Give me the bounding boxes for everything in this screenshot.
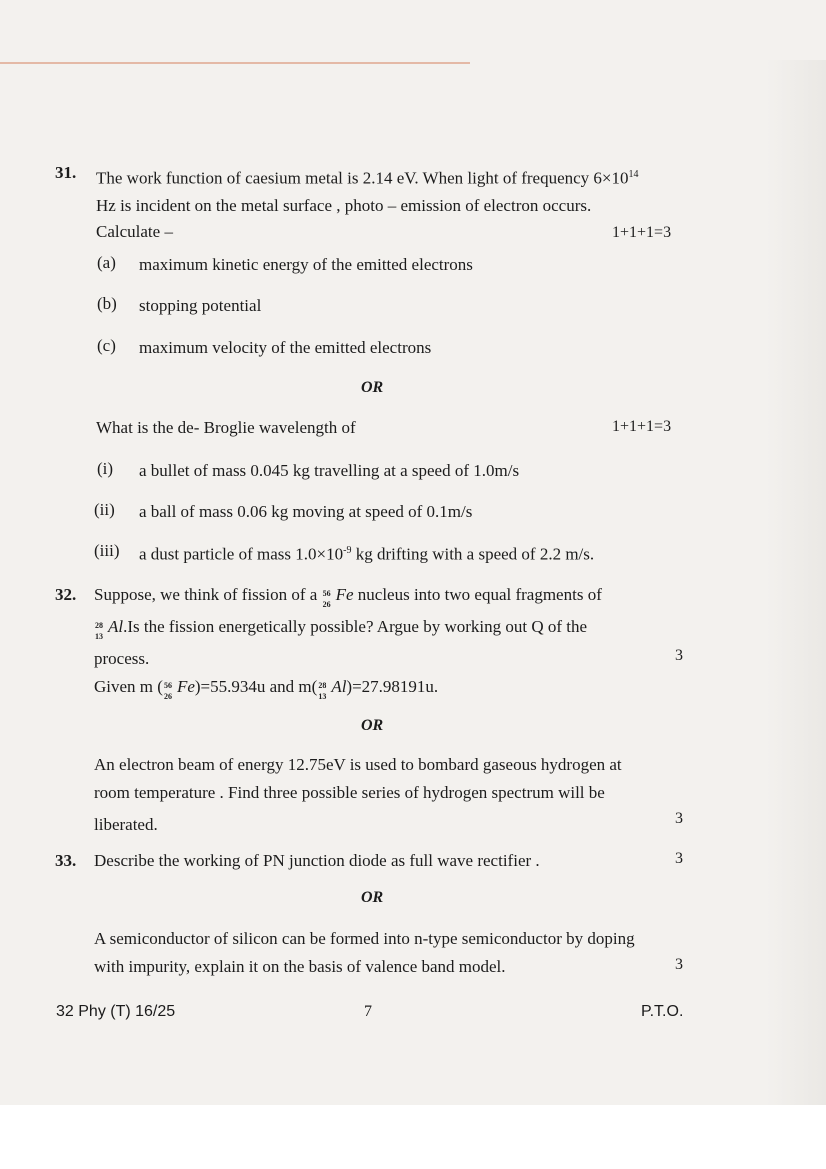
q33-marks: 3 (675, 850, 683, 867)
q31-part-c-label: (c) (97, 336, 116, 355)
al-symbol: Al (108, 617, 124, 636)
pto-marker: P.T.O. (641, 1003, 684, 1020)
q32-line2-post: .Is the fission energetically possible? Argue by working out Q of the (123, 617, 588, 636)
q32-marks: 3 (675, 647, 683, 664)
al-nuclide-notation (94, 618, 108, 642)
given-fe-symbol: Fe (176, 677, 195, 696)
q32-number: 32. (55, 585, 77, 604)
q32-line1 (94, 585, 602, 610)
q32-given-post: )=27.98191u. (346, 677, 439, 696)
page-bottom-margin (0, 1105, 826, 1169)
q31-part-a-text: maximum kinetic energy of the emitted electrons (139, 255, 473, 274)
q32-given-mid: )=55.934u and m( (194, 677, 318, 696)
q32-given (94, 677, 439, 702)
q32-given-pre: Given m ( (94, 677, 163, 696)
q31-marks: 1+1+1=3 (612, 224, 672, 241)
given-al-atomic-number: 13 (318, 692, 327, 702)
top-edge-line (0, 62, 470, 64)
fe-symbol: Fe (335, 585, 354, 604)
q31-alt-intro: What is the de- Broglie wavelength of (96, 418, 356, 437)
q31-alt-i-text: a bullet of mass 0.045 kg travelling at a speed of 1.0m/s (139, 461, 520, 480)
q33-alt-line1: A semiconductor of silicon can be formed into n-type semiconductor by doping (94, 929, 635, 948)
q31-number: 31. (55, 163, 77, 182)
al-atomic-number: 13 (95, 632, 103, 642)
q32-alt-line3: liberated. (94, 815, 158, 834)
q31-part-a-label: (a) (97, 253, 116, 272)
q31-alt-iii-exponent: -9 (343, 545, 352, 556)
q33-or: OR (361, 889, 384, 906)
fe-atomic-number: 26 (322, 600, 331, 610)
fe-mass-number: 56 (322, 589, 331, 599)
q31-alt-iii-text (139, 541, 594, 565)
q31-line1-text: The work function of caesium metal is 2.14 eV. When light of frequency 6×10 (96, 168, 629, 188)
q32-alt-marks: 3 (675, 810, 683, 827)
q31-part-b-label: (b) (97, 294, 117, 313)
q33-line1: Describe the working of PN junction diode as full wave rectifier . (94, 851, 540, 870)
q31-part-c-text: maximum velocity of the emitted electrons (139, 338, 432, 357)
given-al-mass-number: 28 (318, 681, 327, 691)
q31-alt-iii-label: (iii) (94, 541, 120, 560)
q32-line1-pre: Suppose, we think of fission of a (94, 585, 322, 604)
q31-alt-marks: 1+1+1=3 (612, 418, 672, 435)
q31-line3: Calculate – (96, 222, 173, 241)
q33-alt-line2: with impurity, explain it on the basis of valence band model. (94, 957, 506, 976)
given-al-notation (317, 678, 331, 702)
page-number: 7 (364, 1003, 372, 1020)
q32-alt-line1: An electron beam of energy 12.75eV is used to bombard gaseous hydrogen at (94, 755, 622, 774)
q31-alt-ii-text: a ball of mass 0.06 kg moving at speed of 0.1m/s (139, 502, 473, 521)
given-al-symbol: Al (331, 677, 347, 696)
q31-frequency-exponent: 14 (628, 169, 639, 180)
q31-line2: Hz is incident on the metal surface , photo – emission of electron occurs. (96, 196, 592, 215)
al-mass-number: 28 (95, 621, 103, 631)
q31-line1 (96, 165, 639, 189)
q32-alt-line2: room temperature . Find three possible series of hydrogen spectrum will be (94, 783, 605, 802)
given-fe-notation (163, 678, 177, 702)
q32-line1-post: nucleus into two equal fragments of (353, 585, 602, 604)
given-fe-mass-number: 56 (163, 681, 172, 691)
q31-alt-iii-text-after: kg drifting with a speed of 2.2 m/s. (351, 544, 595, 564)
q31-part-b-text: stopping potential (139, 296, 262, 315)
scan-shading (766, 60, 826, 1110)
paper-code: 32 Phy (T) 16/25 (56, 1003, 176, 1020)
q32-or: OR (361, 717, 384, 734)
q31-alt-ii-label: (ii) (94, 500, 115, 519)
q32-line2 (94, 617, 588, 642)
q31-or: OR (361, 379, 384, 396)
q33-alt-marks: 3 (675, 956, 683, 973)
q31-alt-i-label: (i) (97, 459, 114, 478)
q31-alt-iii-text-before: a dust particle of mass 1.0×10 (139, 544, 344, 564)
given-fe-atomic-number: 26 (163, 692, 172, 702)
fe-nuclide-notation (322, 586, 336, 610)
q32-line3: process. (94, 649, 150, 668)
q33-number: 33. (55, 851, 77, 870)
